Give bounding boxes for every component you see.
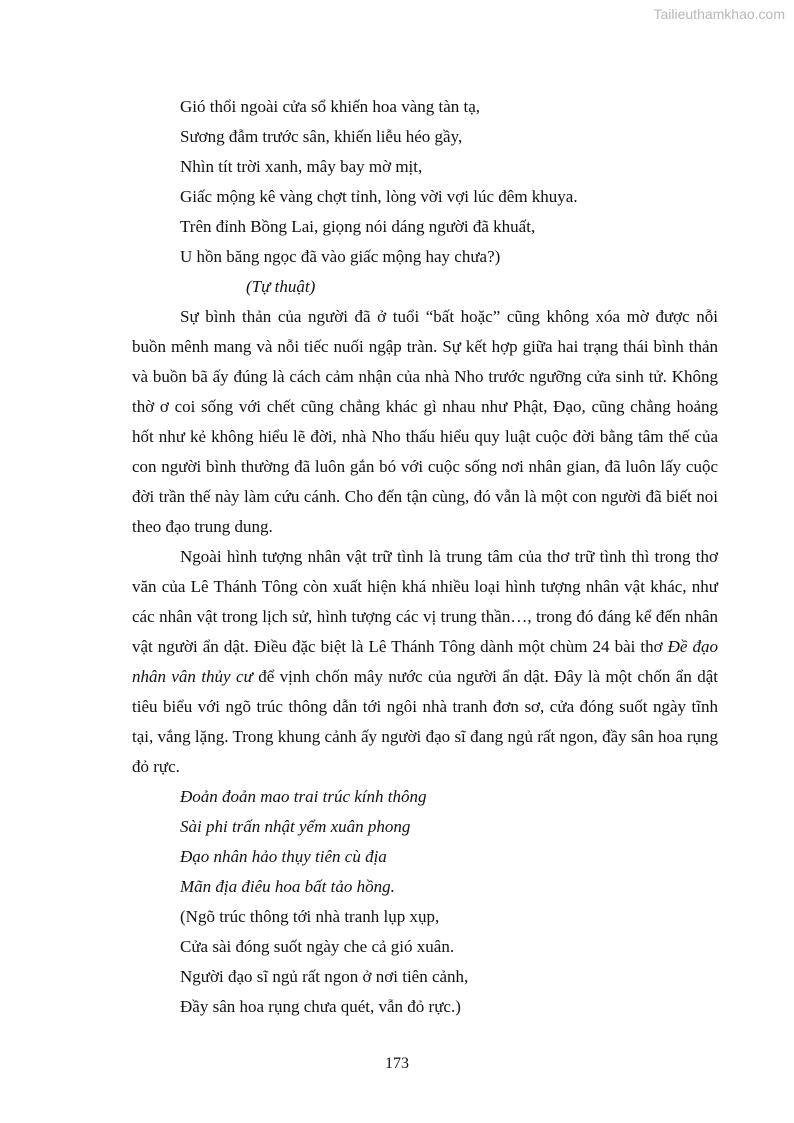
paragraph xyxy=(132,542,718,782)
poem-line: Người đạo sĩ ngủ rất ngon ở nơi tiên cảnh, xyxy=(180,967,469,986)
poem-line: Trên đỉnh Bồng Lai, giọng nói dáng người đã khuất, xyxy=(180,217,536,236)
page-number: 173 xyxy=(385,1055,409,1072)
poem-line: Đoản đoản mao trai trúc kính thông xyxy=(180,787,427,806)
poem-line: Sài phi trấn nhật yểm xuân phong xyxy=(180,817,411,836)
poem-line: Cửa sài đóng suốt ngày che cả gió xuân. xyxy=(180,937,455,956)
poem-line: Giấc mộng kê vàng chợt tỉnh, lòng vời vợi lúc đêm khuya. xyxy=(180,187,578,206)
poem-original xyxy=(132,782,718,902)
poem-line: U hồn băng ngọc đã vào giấc mộng hay chưa?) xyxy=(180,247,501,266)
poem-line: Nhìn tít trời xanh, mây bay mờ mịt, xyxy=(180,157,423,176)
paragraph-text: Ngoài hình tượng nhân vật trữ tình là trung tâm của thơ trữ tình thì trong thơ văn của Lê Thánh Tông còn xuất hiện khá nhiều loại hình tượng nhân vật khác, như các nhân vật trong lịch sử, hình tượng các vị trung thần…, trong đó đáng kể đến nhân vật người ẩn dật. Điều đặc biệt là Lê Thánh Tông dành một chùm 24 bài thơ xyxy=(132,547,718,656)
watermark: Tailieuthamkhao.com xyxy=(653,6,785,22)
poem-translation-1 xyxy=(132,92,718,302)
poem-line: Gió thổi ngoài cửa sổ khiến hoa vàng tàn tạ, xyxy=(180,97,481,116)
poem-line: Đạo nhân hảo thụy tiên cù địa xyxy=(180,847,387,866)
paragraph-text: để vịnh chốn mây nước của người ẩn dật. Đây là một chốn ẩn dật tiêu biểu với ngõ trúc thông dẫn tới ngôi nhà tranh đơn sơ, cửa đóng suốt ngày tĩnh tại, vắng lặng. Trong khung cảnh ấy người đạo sĩ đang ngủ rất ngon, đầy sân hoa rụng đỏ rực. xyxy=(132,667,718,776)
poem-line: (Ngõ trúc thông tới nhà tranh lụp xụp, xyxy=(180,907,440,926)
paragraph-text: Sự bình thản của người đã ở tuổi “bất hoặc” cũng không xóa mờ được nỗi buồn mênh mang và nỗi tiếc nuối ngập tràn. Sự kết hợp giữa hai trạng thái bình thản và buồn bã ấy đúng là cách cảm nhận của nhà Nho trước ngưỡng cửa sinh tử. Không thờ ơ coi sống với chết cũng chẳng khác gì nhau như Phật, Đạo, cũng chẳng hoảng hốt như kẻ không hiểu lẽ đời, nhà Nho thấu hiểu quy luật cuộc đời bằng tâm thế của con người bình thường đã luôn gắn bó với cuộc sống nơi nhân gian, đã luôn lấy cuộc đời trần thế này làm cứu cánh. Cho đến tận cùng, đó vẫn là một con người đã biết noi theo đạo trung dung. xyxy=(132,307,718,536)
poem-translation-2 xyxy=(132,902,718,1022)
poem-collection-title: Đề đạo nhân vân thủy cư xyxy=(132,637,718,686)
page-body xyxy=(132,92,718,1022)
poem-line: Mãn địa điêu hoa bất tảo hồng. xyxy=(180,877,395,896)
poem-line: Sương đẫm trước sân, khiến liễu héo gầy, xyxy=(180,127,463,146)
paragraph xyxy=(132,302,718,542)
poem-source: (Tự thuật) xyxy=(246,277,316,296)
poem-line: Đầy sân hoa rụng chưa quét, vẫn đỏ rực.) xyxy=(180,997,461,1016)
